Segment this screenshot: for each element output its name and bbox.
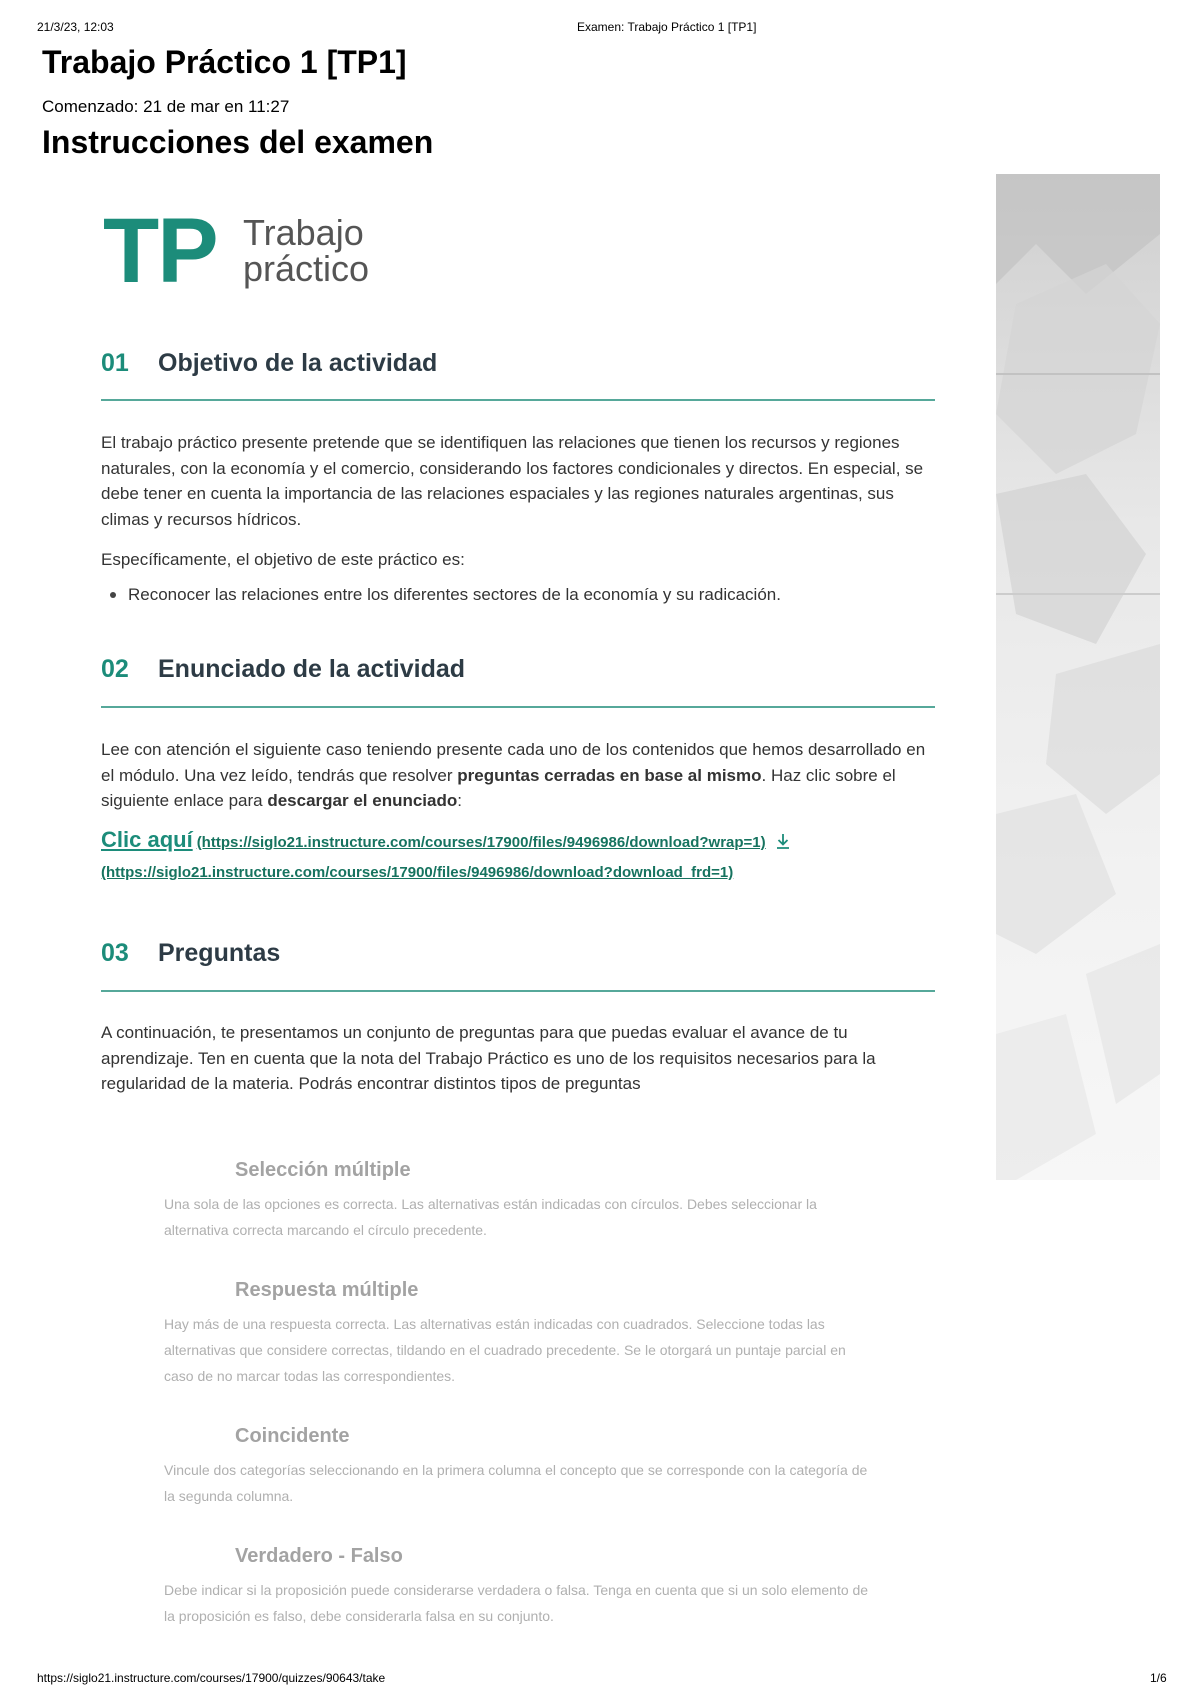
paragraph-text: : — [457, 791, 462, 810]
section-03-paragraph: A continuación, te presentamos un conjunto de preguntas para que puedas evaluar el avance de tu aprendizaje. Ten en cuenta que la nota del Trabajo Práctico es uno de los requisitos necesarios para la regularidad de la materia. Podrás encontrar distintos tipos de preguntas — [101, 1023, 876, 1093]
section-number: 03 — [101, 939, 129, 967]
section-divider — [101, 990, 935, 992]
section-01-heading — [101, 349, 437, 378]
section-title: Objetivo de la actividad — [158, 349, 438, 377]
architecture-pattern-icon — [996, 174, 1160, 1180]
tp-logo-letters: TP — [103, 200, 217, 302]
bold-text: preguntas cerradas en base al mismo — [457, 765, 762, 785]
download-link[interactable] — [101, 827, 792, 853]
bold-text: descargar el enunciado — [267, 791, 458, 810]
section-title: Preguntas — [158, 939, 281, 967]
qtype-title-matching: Coincidente — [235, 1425, 350, 1447]
section-01-objective-intro: Específicamente, el objetivo de este práctico es: — [101, 550, 465, 569]
section-number: 02 — [101, 655, 129, 683]
section-title: Enunciado de la actividad — [158, 655, 466, 683]
section-02-heading — [101, 655, 465, 684]
objective-bullet — [110, 585, 781, 605]
print-datetime: 21/3/23, 12:03 — [37, 20, 114, 34]
decorative-side-image — [996, 174, 1160, 1180]
print-page-number: 1/6 — [1150, 1671, 1167, 1685]
objective-text: Reconocer las relaciones entre los diferentes sectores de la economía y su radicación. — [128, 585, 781, 604]
instructions-title: Instrucciones del examen — [42, 124, 434, 160]
download-direct-link[interactable]: (https://siglo21.instructure.com/courses/17900/files/9496986/download?download_frd=1) — [101, 864, 734, 881]
section-02-paragraph — [101, 737, 935, 814]
print-footer-url: https://siglo21.instructure.com/courses/17900/quizzes/90643/take — [37, 1671, 386, 1685]
section-number: 01 — [101, 349, 129, 377]
started-timestamp: Comenzado: 21 de mar en 11:27 — [42, 97, 290, 116]
section-divider — [101, 706, 935, 708]
qtype-desc-matching: Vincule dos categorías seleccionando en la primera columna el concepto que se corresponde con la categoría de la segunda columna. — [164, 1462, 868, 1504]
bullet-icon — [110, 592, 116, 598]
paragraph-text: . Haz clic sobre el siguiente enlace para — [101, 765, 896, 810]
print-doc-title: Examen: Trabajo Práctico 1 [TP1] — [577, 20, 757, 34]
download-icon[interactable] — [774, 830, 792, 848]
qtype-title-multiple-choice: Selección múltiple — [235, 1159, 411, 1181]
download-link-label[interactable]: Clic aquí — [101, 827, 193, 852]
section-01-paragraph: El trabajo práctico presente pretende que se identifiquen las relaciones que tienen los recursos y regiones naturales, con la economía y el comercio, considerando los factores condicionales y directos. En especial, se debe tener en cuenta la importancia de las relaciones espaciales y las regiones naturales argentinas, sus climas y recursos hídricos. — [101, 433, 924, 529]
section-03-heading — [101, 939, 280, 968]
paragraph-text: Lee con atención el siguiente caso teniendo presente cada uno de los contenidos que hemos desarrollado en el módulo. Una vez leído, tendrás que resolver — [101, 740, 926, 785]
qtype-title-true-false: Verdadero - Falso — [235, 1545, 403, 1567]
qtype-title-multiple-answer: Respuesta múltiple — [235, 1279, 419, 1301]
tp-logo-word: Trabajo práctico — [243, 212, 370, 289]
download-link-url[interactable]: (https://siglo21.instructure.com/courses/17900/files/9496986/download?wrap=1) — [196, 834, 766, 851]
page-title: Trabajo Práctico 1 [TP1] — [42, 44, 407, 80]
qtype-desc-true-false: Debe indicar si la proposición puede considerarse verdadera o falsa. Tenga en cuenta que si un solo elemento de la proposición es falso, debe considerarla falsa en su conjunto. — [164, 1582, 869, 1624]
qtype-desc-multiple-answer: Hay más de una respuesta correcta. Las alternativas están indicadas con cuadrados. Seleccione todas las alternativas que considere correctas, tildando en el cuadrado precedente. Se le otorgará un puntaje parcial en caso de no marcar todas las correspondientes. — [164, 1316, 846, 1384]
qtype-desc-multiple-choice: Una sola de las opciones es correcta. Las alternativas están indicadas con círculos. Debes seleccionar la alternativa correcta marcando el círculo precedente. — [164, 1196, 817, 1238]
section-divider — [101, 399, 935, 401]
